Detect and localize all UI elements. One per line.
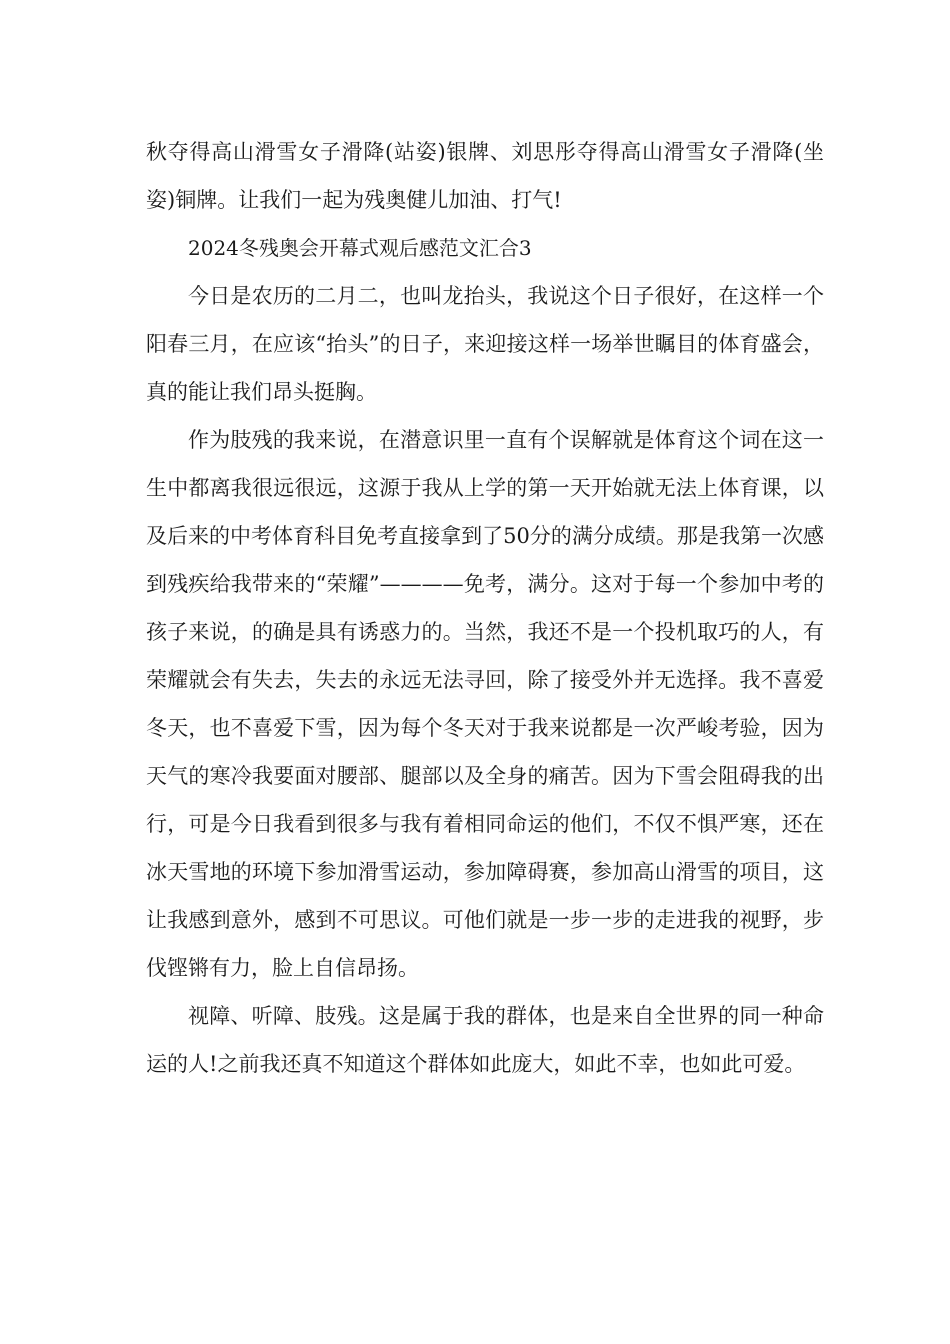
paragraph-continuation: 秋夺得高山滑雪女子滑降(站姿)银牌、刘思彤夺得高山滑雪女子滑降(坐姿)铜牌。让我们一起为残奥健儿加油、打气!: [146, 140, 824, 212]
paragraph-dragon-day: 今日是农历的二月二，也叫龙抬头，我说这个日子很好，在这样一个阳春三月，在应该“抬头”的日子，来迎接这样一场举世瞩目的体育盛会，真的能让我们昂头挺胸。: [146, 284, 824, 404]
section-heading: 2024冬残奥会开幕式观后感范文汇合3: [188, 236, 532, 260]
paragraph-disability-group: 视障、听障、肢残。这是属于我的群体，也是来自全世界的同一种命运的人!之前我还真不知道这个群体如此庞大，如此不幸，也如此可爱。: [146, 1004, 824, 1076]
paragraph-personal-experience: 作为肢残的我来说，在潜意识里一直有个误解就是体育这个词在这一生中都离我很远很远，这源于我从上学的第一天开始就无法上体育课，以及后来的中考体育科目免考直接拿到了50分的满分成绩。那是我第一次感到残疾给我带来的“荣耀”————免考，满分。这对于每一个参加中考的孩子来说，的确是具有诱惑力的。当然，我还不是一个投机取巧的人，有荣耀就会有失去，失去的永远无法寻回，除了接受外并无选择。我不喜爱冬天，也不喜爱下雪，因为每个冬天对于我来说都是一次严峻考验，因为天气的寒冷我要面对腰部、腿部以及全身的痛苦。因为下雪会阻碍我的出行，可是今日我看到很多与我有着相同命运的他们，不仅不惧严寒，还在冰天雪地的环境下参加滑雪运动，参加障碍赛，参加高山滑雪的项目，这让我感到意外，感到不可思议。可他们就是一步一步的走进我的视野，步伐铿锵有力，脸上自信昂扬。: [146, 428, 824, 980]
document-body: [146, 128, 824, 1088]
